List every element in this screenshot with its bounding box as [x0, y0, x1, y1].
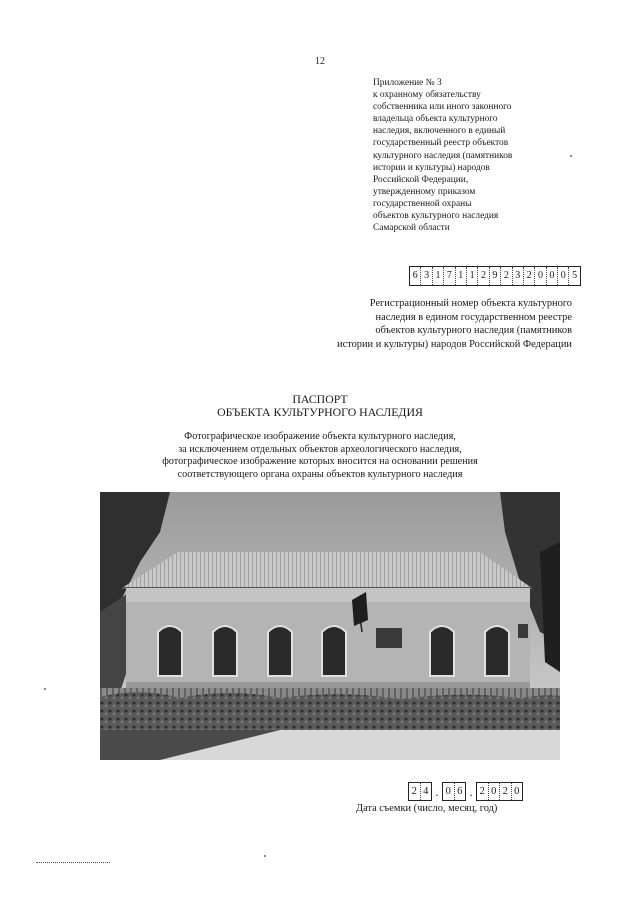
scan-speck [264, 855, 266, 857]
appendix-line: к охранному обязательству [373, 90, 481, 101]
date-year [476, 782, 523, 801]
roof [122, 552, 532, 588]
date-month [442, 782, 466, 801]
date-digit: 2 [500, 783, 512, 800]
appendix-note [373, 77, 603, 234]
photo-caption-line: соответствующего органа охраны объектов культурного наследия [177, 468, 463, 480]
appendix-line: наследия, включенного в единый [373, 126, 506, 137]
appendix-line: государственный реестр объектов [373, 138, 509, 149]
registration-digit: 3 [421, 267, 432, 285]
bushes [100, 692, 560, 732]
registration-caption-line: истории и культуры) народов Российской Федерации [337, 338, 572, 350]
footer-rule [36, 862, 110, 863]
registration-digit: 6 [410, 267, 421, 285]
document-title [0, 393, 640, 419]
appendix-line: объектов культурного наследия [373, 211, 499, 222]
scan-speck [570, 155, 572, 157]
registration-caption-line: объектов культурного наследия (памятников [375, 325, 572, 337]
scan-speck [44, 688, 46, 690]
registration-digit: 1 [456, 267, 467, 285]
appendix-line: утвержденному приказом [373, 186, 476, 197]
date-digit: 0 [514, 786, 520, 797]
registration-digit: 7 [444, 267, 455, 285]
date-digit: 4 [423, 786, 429, 797]
appendix-line: собственника или иного законного [373, 102, 512, 113]
photo-caption-line: Фотографическое изображение объекта культурного наследия, [184, 431, 456, 442]
date-separator: . [435, 785, 439, 799]
photo-caption-line: фотографическое изображение которых вносится на основании решения [162, 456, 478, 468]
registration-digit: 9 [490, 267, 501, 285]
registration-number-caption [242, 297, 572, 351]
photo-caption-line: за исключением отдельных объектов археологического наследия, [178, 443, 462, 455]
date-digit: 0 [489, 783, 501, 800]
photo-date-caption: Дата съемки (число, месяц, год) [356, 803, 498, 814]
appendix-line: владельца объекта культурного [373, 114, 498, 125]
registration-number-boxes [409, 266, 581, 286]
registration-digit: 1 [467, 267, 478, 285]
registration-digit: 2 [478, 267, 489, 285]
registration-caption-line: наследия в едином государственном реестре [375, 311, 572, 323]
date-separator: . [469, 785, 473, 799]
appendix-line: истории и культуры) народов [373, 162, 490, 173]
date-day [408, 782, 432, 801]
title-line: ПАСПОРТ [292, 392, 348, 406]
appendix-line: Российской Федерации, [373, 174, 469, 185]
date-digit: 2 [477, 783, 489, 800]
appendix-line: Приложение № 3 [373, 78, 442, 88]
registration-digit: 2 [501, 267, 512, 285]
appendix-line: Самарской области [373, 223, 450, 234]
registration-caption-line: Регистрационный номер объекта культурного [369, 298, 572, 309]
registration-digit: 3 [513, 267, 524, 285]
photo-date-boxes [408, 782, 523, 801]
registration-digit: 0 [535, 267, 546, 285]
date-digit: 2 [409, 783, 421, 800]
registration-digit: 2 [524, 267, 535, 285]
photo-caption [0, 431, 640, 481]
appendix-line: культурного наследия (памятников [373, 150, 513, 161]
date-digit: 6 [457, 786, 463, 797]
registration-digit: 0 [558, 267, 569, 285]
registration-digit: 5 [572, 270, 578, 281]
page-number: 12 [315, 56, 325, 67]
registration-digit: 1 [433, 267, 444, 285]
appendix-line: государственной охраны [373, 198, 472, 209]
date-digit: 0 [443, 783, 455, 800]
heritage-building-photo [100, 492, 560, 760]
title-line: ОБЪЕКТА КУЛЬТУРНОГО НАСЛЕДИЯ [217, 405, 423, 419]
registration-digit: 0 [547, 267, 558, 285]
